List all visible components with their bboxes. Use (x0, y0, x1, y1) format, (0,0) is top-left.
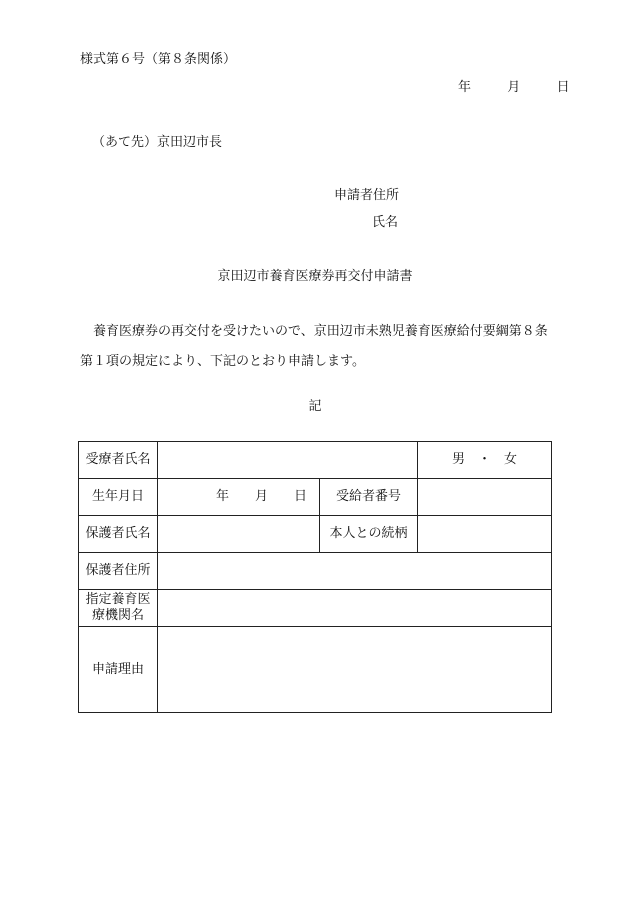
guardian-address-label: 保護者住所 (79, 553, 158, 590)
ki-label: 記 (308, 399, 322, 414)
institution-label-line2: 療機関名 (91, 608, 144, 623)
row-reason (79, 627, 552, 713)
patient-name-field[interactable] (158, 442, 418, 479)
date-year: 年 (458, 80, 472, 95)
date-month: 月 (507, 80, 521, 95)
relationship-label: 本人との続柄 (320, 516, 418, 553)
relationship-field[interactable] (418, 516, 552, 553)
applicant-address-label: 申請者住所 (334, 188, 400, 203)
institution-label-line1: 指定養育医 (85, 592, 151, 607)
document-title: 京田辺市養育医療券再交付申請書 (217, 269, 413, 284)
row-institution (79, 590, 552, 627)
birth-date-label: 生年月日 (79, 479, 158, 516)
body-text: 養育医療券の再交付を受けたいので、京田辺市未熟児養育医療給付要綱第８条第１項の規定により、下記のとおり申請します。 (80, 324, 548, 369)
body-paragraph (80, 317, 552, 377)
row-guardian-name (79, 516, 552, 553)
gender-options[interactable]: 男 ・ 女 (418, 442, 552, 479)
institution-label (79, 590, 158, 627)
recipient-number-label: 受給者番号 (320, 479, 418, 516)
row-guardian-address (79, 553, 552, 590)
recipient-number-field[interactable] (418, 479, 552, 516)
row-birth-date (79, 479, 552, 516)
guardian-name-label: 保護者氏名 (79, 516, 158, 553)
applicant-name-label: 氏名 (372, 215, 399, 230)
date-day: 日 (556, 80, 570, 95)
reason-label: 申請理由 (79, 627, 158, 713)
form-number: 様式第６号（第８条関係） (80, 52, 237, 67)
addressee: （あて先）京田辺市長 (92, 135, 223, 150)
patient-name-label: 受療者氏名 (79, 442, 158, 479)
guardian-address-field[interactable] (158, 553, 552, 590)
guardian-name-field[interactable] (158, 516, 320, 553)
institution-field[interactable] (158, 590, 552, 627)
date-line (458, 80, 570, 96)
reason-field[interactable] (158, 627, 552, 713)
row-patient-name (79, 442, 552, 479)
birth-date-field[interactable]: 年 月 日 (158, 479, 320, 516)
application-table (78, 441, 552, 713)
